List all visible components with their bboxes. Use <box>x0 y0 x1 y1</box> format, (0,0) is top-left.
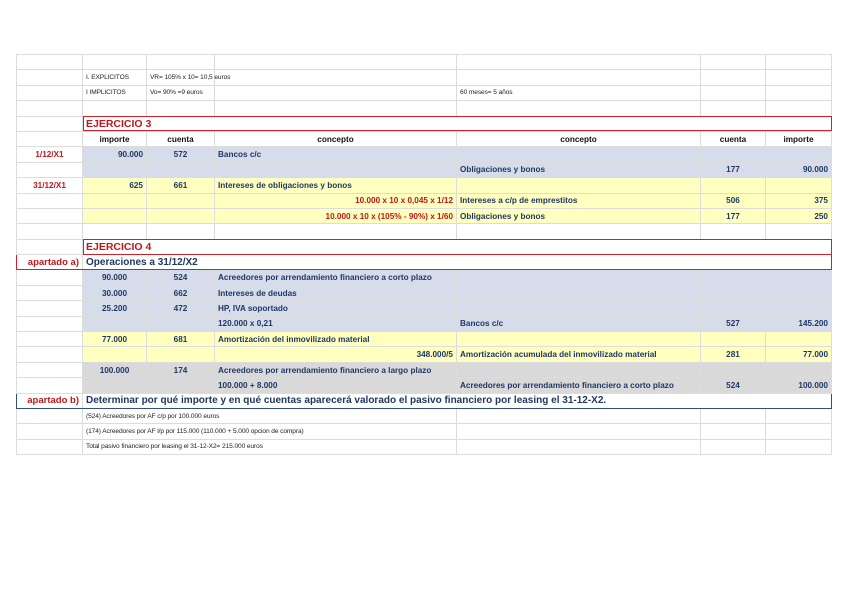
debit-cuenta <box>147 347 215 362</box>
credit-cuenta: 281 <box>701 347 766 362</box>
credit-importe <box>766 147 832 162</box>
note-line: (174) Acreedores por AF l/p por 115.000 (110.000 + 5.000 opcion de compra) <box>83 424 457 439</box>
empty-cell <box>17 439 83 454</box>
note-line: (524) Acreedores por AF c/p por 100.000 euros <box>83 408 457 423</box>
empty-cell <box>766 408 832 423</box>
credit-concepto <box>457 301 701 316</box>
empty-cell <box>457 439 701 454</box>
credit-concepto <box>457 178 701 193</box>
concepto: HP, IVA soportado <box>215 301 457 316</box>
debit-importe <box>83 316 147 331</box>
credit-importe: 90.000 <box>766 162 832 177</box>
credit-importe: 145.200 <box>766 316 832 331</box>
empty-cell <box>766 70 832 85</box>
header-importe: importe <box>83 131 147 146</box>
empty-cell <box>701 439 766 454</box>
credit-importe: 375 <box>766 193 832 208</box>
empty-cell <box>17 378 83 393</box>
header-cuenta: cuenta <box>147 131 215 146</box>
empty-cell <box>147 101 215 116</box>
empty-cell <box>83 224 147 239</box>
sheet-row <box>17 362 832 377</box>
sheet-row <box>17 101 832 116</box>
apartado-b-label: apartado b) <box>17 393 83 408</box>
sheet-row <box>17 208 832 223</box>
implicitos-label: I IMPLICITOS <box>83 85 147 100</box>
debit-importe <box>83 162 147 177</box>
empty-cell <box>215 85 457 100</box>
empty-cell <box>766 101 832 116</box>
empty-cell <box>17 362 83 377</box>
empty-cell <box>17 55 83 70</box>
calculation: 10.000 x 10 x (105% - 90%) x 1/60 <box>215 208 457 223</box>
sheet-row <box>17 378 832 393</box>
credit-concepto: Amortización acumulada del inmovilizado material <box>457 347 701 362</box>
apartado-a-text: Operaciones a 31/12/X2 <box>83 255 832 270</box>
credit-importe <box>766 332 832 347</box>
sheet-row <box>17 55 832 70</box>
empty-cell <box>457 408 701 423</box>
credit-cuenta <box>701 332 766 347</box>
empty-cell <box>457 101 701 116</box>
empty-cell <box>701 101 766 116</box>
entry-date <box>17 162 83 177</box>
empty-cell <box>215 55 457 70</box>
debit-importe: 625 <box>83 178 147 193</box>
empty-cell <box>17 332 83 347</box>
credit-cuenta: 177 <box>701 162 766 177</box>
credit-concepto: Obligaciones y bonos <box>457 208 701 223</box>
credit-cuenta <box>701 362 766 377</box>
empty-cell <box>17 224 83 239</box>
credit-cuenta: 506 <box>701 193 766 208</box>
sheet-row <box>17 270 832 285</box>
concepto: Intereses de deudas <box>215 285 457 300</box>
sheet-row <box>17 347 832 362</box>
sheet-row <box>17 193 832 208</box>
sheet-row <box>17 393 832 408</box>
empty-cell <box>766 55 832 70</box>
credit-cuenta <box>701 285 766 300</box>
credit-importe <box>766 301 832 316</box>
empty-cell <box>17 270 83 285</box>
empty-cell <box>215 70 457 85</box>
empty-cell <box>83 101 147 116</box>
entry-date <box>17 208 83 223</box>
empty-cell <box>147 55 215 70</box>
credit-cuenta: 527 <box>701 316 766 331</box>
debit-concepto <box>215 162 457 177</box>
credit-cuenta <box>701 270 766 285</box>
empty-cell <box>457 70 701 85</box>
ejercicio3-title: EJERCICIO 3 <box>83 116 832 131</box>
credit-concepto <box>457 147 701 162</box>
sheet-row <box>17 162 832 177</box>
concepto: 100.000 + 8.000 <box>215 378 457 393</box>
sheet-row <box>17 439 832 454</box>
debit-cuenta <box>147 162 215 177</box>
spreadsheet <box>16 54 832 455</box>
empty-cell <box>17 116 83 131</box>
concepto: Amortización del inmovilizado material <box>215 332 457 347</box>
credit-concepto: Acreedores por arrendamiento financiero a corto plazo <box>457 378 701 393</box>
note-line: Total pasivo financiero por leasing el 31-12-X2= 215.000 euros <box>83 439 457 454</box>
credit-importe: 100.000 <box>766 378 832 393</box>
debit-cuenta <box>147 378 215 393</box>
empty-cell <box>17 347 83 362</box>
credit-importe <box>766 178 832 193</box>
credit-cuenta <box>701 178 766 193</box>
explicitos-label: I. EXPLICITOS <box>83 70 147 85</box>
debit-importe: 90.000 <box>83 270 147 285</box>
debit-cuenta: 472 <box>147 301 215 316</box>
entry-date: 1/12/X1 <box>17 147 83 162</box>
credit-importe: 250 <box>766 208 832 223</box>
credit-concepto <box>457 270 701 285</box>
debit-cuenta: 572 <box>147 147 215 162</box>
debit-cuenta: 524 <box>147 270 215 285</box>
entry-date: 31/12/X1 <box>17 178 83 193</box>
empty-cell <box>17 285 83 300</box>
concepto: 120.000 x 0,21 <box>215 316 457 331</box>
apartado-a-label: apartado a) <box>17 255 83 270</box>
empty-cell <box>701 408 766 423</box>
sheet-row <box>17 70 832 85</box>
credit-importe <box>766 285 832 300</box>
empty-cell <box>701 424 766 439</box>
empty-cell <box>17 424 83 439</box>
empty-cell <box>701 55 766 70</box>
sheet-row <box>17 285 832 300</box>
debit-importe <box>83 378 147 393</box>
empty-cell <box>17 316 83 331</box>
sheet-row <box>17 424 832 439</box>
empty-cell <box>701 70 766 85</box>
empty-cell <box>17 408 83 423</box>
debit-importe <box>83 208 147 223</box>
debit-importe <box>83 193 147 208</box>
credit-cuenta <box>701 147 766 162</box>
concepto: 348.000/5 <box>215 347 457 362</box>
empty-cell <box>147 224 215 239</box>
sheet-row <box>17 178 832 193</box>
empty-cell <box>17 239 83 254</box>
empty-cell <box>17 131 83 146</box>
sheet-row <box>17 224 832 239</box>
empty-cell <box>457 424 701 439</box>
credit-importe <box>766 362 832 377</box>
credit-concepto: Obligaciones y bonos <box>457 162 701 177</box>
sheet-row <box>17 408 832 423</box>
sheet-row <box>17 239 832 254</box>
credit-concepto: Intereses a c/p de emprestitos <box>457 193 701 208</box>
empty-cell <box>17 101 83 116</box>
sheet-row <box>17 116 832 131</box>
debit-cuenta <box>147 208 215 223</box>
debit-importe <box>83 347 147 362</box>
sheet-row <box>17 85 832 100</box>
debit-cuenta: 662 <box>147 285 215 300</box>
empty-cell <box>701 85 766 100</box>
sheet-row <box>17 131 832 146</box>
entry-date <box>17 193 83 208</box>
explicitos-value: VR= 105% x 10= 10,5 euros <box>147 70 215 85</box>
empty-cell <box>766 424 832 439</box>
debit-cuenta <box>147 193 215 208</box>
credit-concepto <box>457 332 701 347</box>
sheet-row <box>17 255 832 270</box>
ejercicio4-title: EJERCICIO 4 <box>83 239 832 254</box>
credit-cuenta: 524 <box>701 378 766 393</box>
credit-importe: 77.000 <box>766 347 832 362</box>
debit-cuenta <box>147 316 215 331</box>
credit-concepto <box>457 362 701 377</box>
empty-cell <box>17 301 83 316</box>
credit-concepto <box>457 285 701 300</box>
debit-cuenta: 681 <box>147 332 215 347</box>
empty-cell <box>457 224 701 239</box>
debit-cuenta: 661 <box>147 178 215 193</box>
empty-cell <box>457 55 701 70</box>
concepto: Acreedores por arrendamiento financiero a corto plazo <box>215 270 457 285</box>
header-importe: importe <box>766 131 832 146</box>
sheet-row <box>17 147 832 162</box>
empty-cell <box>701 224 766 239</box>
empty-cell <box>215 101 457 116</box>
sheet-row <box>17 301 832 316</box>
credit-cuenta <box>701 301 766 316</box>
debit-concepto: Intereses de obligaciones y bonos <box>215 178 457 193</box>
empty-cell <box>17 70 83 85</box>
header-concepto: concepto <box>215 131 457 146</box>
empty-cell <box>215 224 457 239</box>
credit-cuenta: 177 <box>701 208 766 223</box>
empty-cell <box>766 224 832 239</box>
debit-importe: 25.200 <box>83 301 147 316</box>
debit-importe: 100.000 <box>83 362 147 377</box>
empty-cell <box>17 85 83 100</box>
implicitos-value: Vo= 90% =9 euros <box>147 85 215 100</box>
empty-cell <box>83 55 147 70</box>
calculation: 10.000 x 10 x 0,045 x 1/12 <box>215 193 457 208</box>
sheet-row <box>17 332 832 347</box>
empty-cell <box>766 439 832 454</box>
debit-importe: 90.000 <box>83 147 147 162</box>
empty-cell <box>766 85 832 100</box>
apartado-b-text: Determinar por qué importe y en qué cuentas aparecerá valorado el pasivo financiero por leasing el 31-12-X2. <box>83 393 832 408</box>
meses-note: 60 meses= 5 años <box>457 85 701 100</box>
concepto: Acreedores por arrendamiento financiero a largo plazo <box>215 362 457 377</box>
header-cuenta: cuenta <box>701 131 766 146</box>
debit-concepto: Bancos c/c <box>215 147 457 162</box>
debit-importe: 30.000 <box>83 285 147 300</box>
credit-importe <box>766 270 832 285</box>
debit-cuenta: 174 <box>147 362 215 377</box>
sheet-row <box>17 316 832 331</box>
header-concepto: concepto <box>457 131 701 146</box>
credit-concepto: Bancos c/c <box>457 316 701 331</box>
debit-importe: 77.000 <box>83 332 147 347</box>
